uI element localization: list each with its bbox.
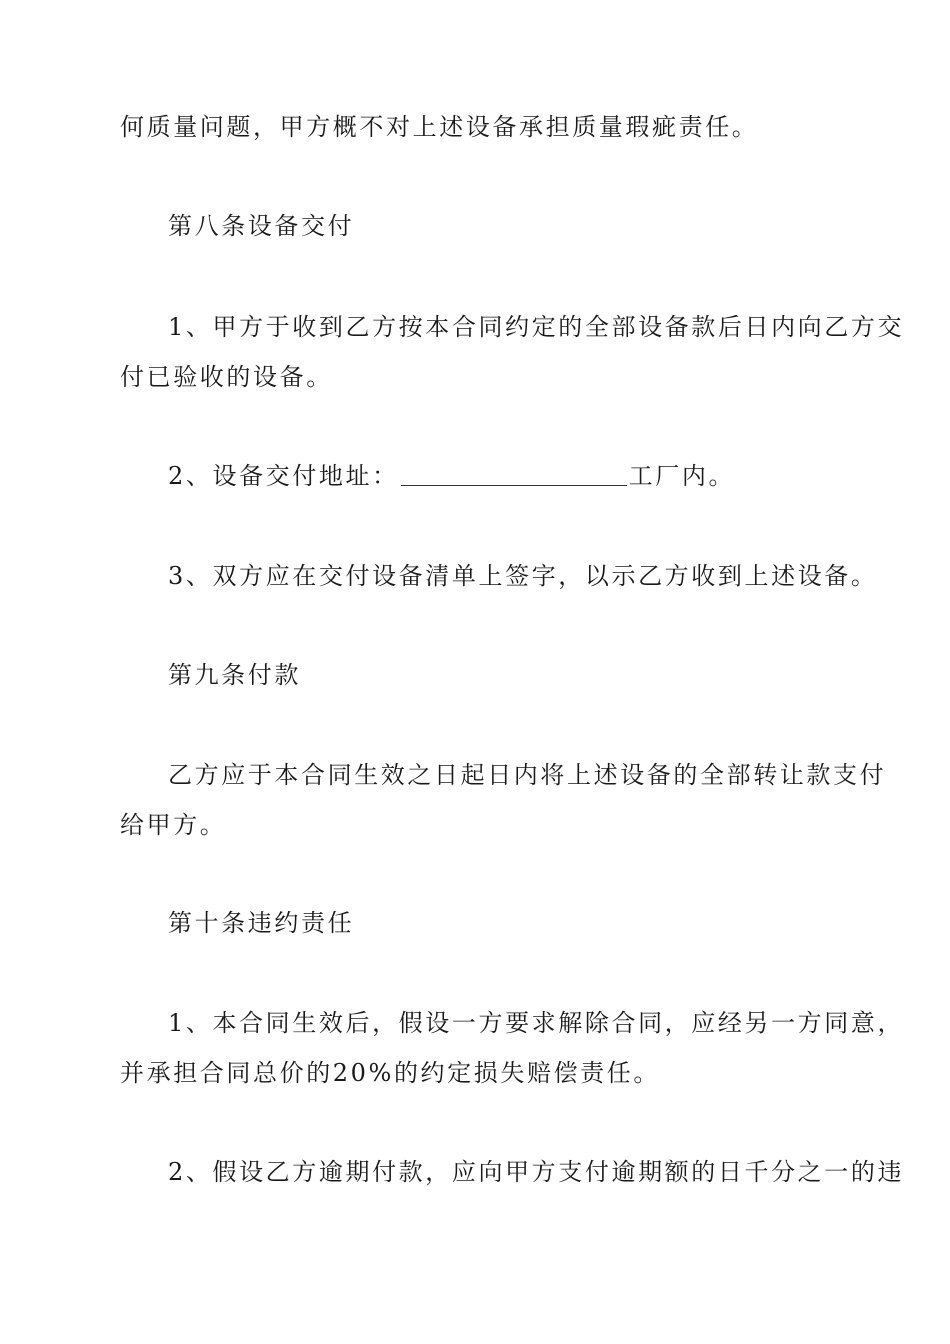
- article-9-heading: 第九条付款: [168, 661, 301, 689]
- paragraph-quality-continuation: 何质量问题，甲方概不对上述设备承担质量瑕疵责任。: [120, 113, 759, 141]
- delivery-address-label: 2、设备交付地址：: [168, 462, 399, 490]
- article-8-item-2: [168, 461, 735, 491]
- article-8-item-1-line-2: 付已验收的设备。: [120, 363, 333, 391]
- delivery-address-blank: [401, 465, 627, 486]
- article-8-item-1-line-1: 1、甲方于收到乙方按本合同约定的全部设备款后日内向乙方交: [168, 313, 905, 341]
- article-8-heading: 第八条设备交付: [168, 212, 355, 240]
- article-9-line-2: 给甲方。: [120, 811, 227, 839]
- article-10-item-1-line-2: 并承担合同总价的20%的约定损失赔偿责任。: [120, 1059, 660, 1087]
- article-10-heading: 第十条违约责任: [168, 909, 355, 937]
- article-10-item-1-line-1: 1、本合同生效后，假设一方要求解除合同，应经另一方同意，: [168, 1009, 905, 1037]
- delivery-address-suffix: 工厂内。: [628, 462, 736, 490]
- article-8-item-3: 3、双方应在交付设备清单上签字，以示乙方收到上述设备。: [168, 562, 878, 590]
- article-10-item-2-line-1: 2、假设乙方逾期付款，应向甲方支付逾期额的日千分之一的违: [168, 1158, 905, 1186]
- article-9-line-1: 乙方应于本合同生效之日起日内将上述设备的全部转让款支付: [168, 761, 887, 789]
